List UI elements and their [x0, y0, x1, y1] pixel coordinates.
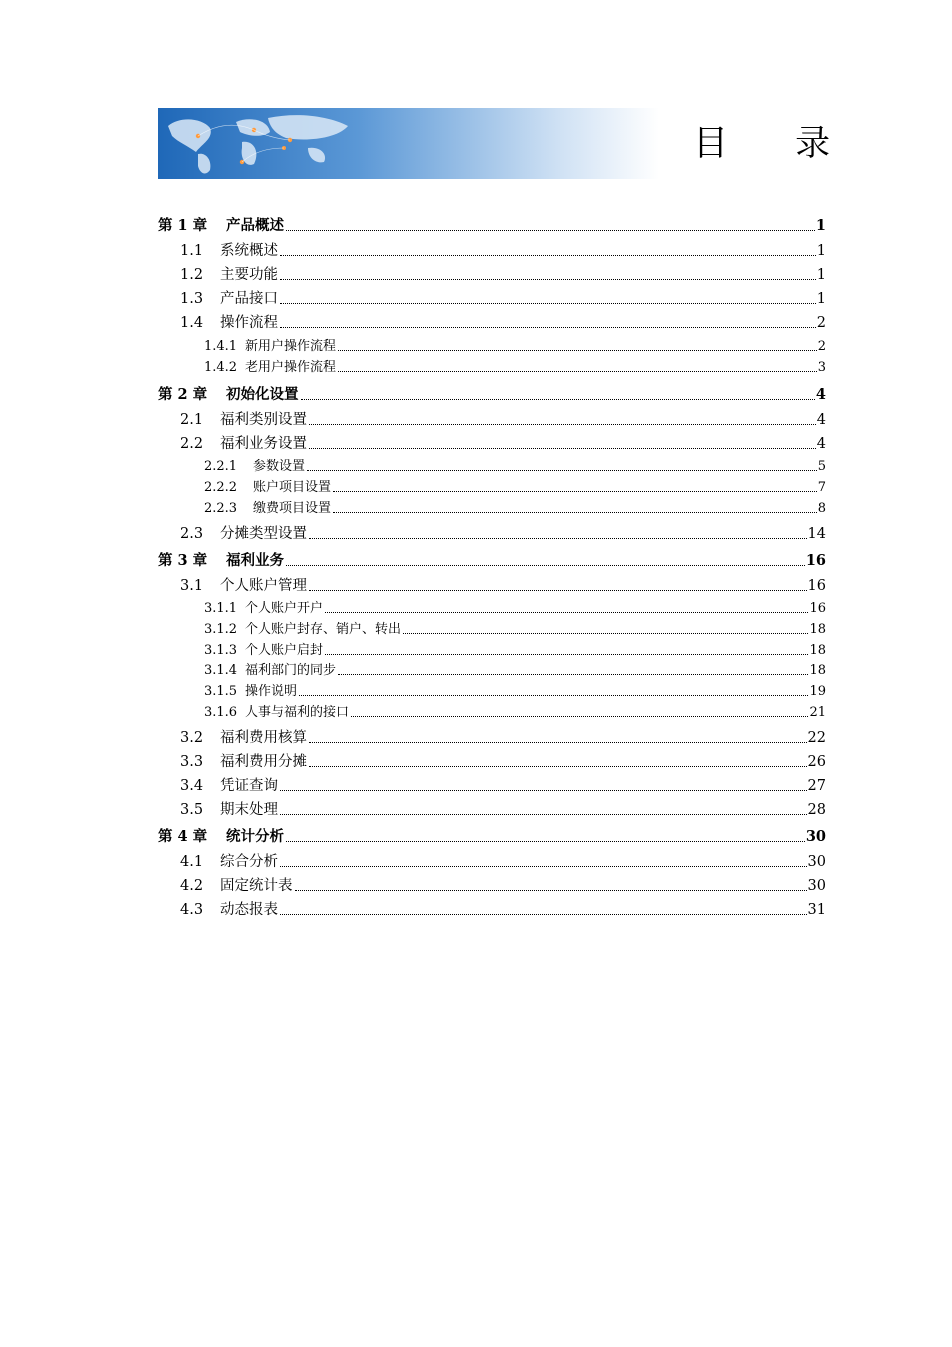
toc-section-entry[interactable] — [158, 853, 826, 871]
toc-entry-label: 操作说明 — [245, 684, 298, 699]
toc-entry-label: 初始化设置 — [226, 386, 299, 403]
toc-page-number: 18 — [809, 663, 826, 678]
toc-dot-leader — [309, 765, 807, 767]
toc-section-entry[interactable] — [158, 777, 826, 795]
toc-entry-number: 1.4 — [180, 315, 204, 331]
toc-chapter-entry[interactable] — [158, 828, 826, 846]
toc-dot-leader — [286, 840, 805, 842]
toc-page-number: 26 — [807, 754, 826, 770]
toc-entry-number: 3.4 — [180, 778, 204, 794]
toc-page-number: 22 — [807, 730, 826, 746]
toc-subsection-entry[interactable] — [158, 705, 826, 721]
toc-section-entry[interactable] — [158, 901, 826, 919]
toc-subsection-entry[interactable] — [158, 360, 826, 376]
toc-page-number: 1 — [815, 217, 826, 234]
toc-page-number: 30 — [805, 828, 826, 845]
toc-entry-number: 2.2 — [180, 436, 204, 452]
toc-section-entry[interactable] — [158, 314, 826, 332]
toc-section-entry[interactable] — [158, 729, 826, 747]
toc-section-entry[interactable] — [158, 525, 826, 543]
toc-dot-leader — [309, 741, 807, 743]
toc-subsection-entry[interactable] — [158, 459, 826, 475]
toc-entry-number: 2.2.3 — [204, 501, 238, 516]
toc-entry-label: 系统概述 — [220, 243, 278, 259]
toc-entry-number: 2.2.1 — [204, 459, 238, 474]
toc-dot-leader — [351, 715, 808, 717]
toc-dot-leader — [309, 447, 816, 449]
toc-page-number: 21 — [809, 705, 826, 720]
toc-entry-label: 固定统计表 — [220, 878, 293, 894]
toc-entry-label: 产品接口 — [220, 291, 278, 307]
toc-entry-number: 1.4.2 — [204, 360, 238, 375]
toc-entry-number: 第 3 章 — [158, 552, 208, 569]
toc-section-entry[interactable] — [158, 411, 826, 429]
toc-entry-label: 期末处理 — [220, 802, 278, 818]
toc-entry-label: 福利部门的同步 — [245, 663, 337, 678]
toc-subsection-entry[interactable] — [158, 480, 826, 496]
toc-entry-number: 第 1 章 — [158, 217, 208, 234]
toc-page-number: 4 — [815, 386, 826, 403]
toc-entry-label: 福利费用分摊 — [220, 754, 307, 770]
toc-entry-number: 3.1.5 — [204, 684, 238, 699]
toc-page-number: 5 — [817, 459, 826, 474]
toc-entry-number: 4.2 — [180, 878, 204, 894]
toc-entry-label: 新用户操作流程 — [245, 339, 337, 354]
toc-page-number: 8 — [817, 501, 826, 516]
toc-entry-number: 1.3 — [180, 291, 204, 307]
toc-page-number: 4 — [816, 412, 826, 428]
toc-entry-label: 个人账户封存、销户、转出 — [245, 622, 402, 637]
toc-subsection-entry[interactable] — [158, 684, 826, 700]
toc-section-entry[interactable] — [158, 753, 826, 771]
toc-entry-label: 参数设置 — [253, 459, 306, 474]
toc-page-number: 31 — [807, 902, 826, 918]
toc-page-number: 16 — [807, 578, 826, 594]
toc-page-number: 28 — [807, 802, 826, 818]
toc-subsection-entry[interactable] — [158, 501, 826, 517]
toc-dot-leader — [333, 490, 817, 492]
toc-dot-leader — [295, 889, 807, 891]
toc-dot-leader — [280, 913, 807, 915]
toc-page-number: 16 — [809, 601, 826, 616]
toc-section-entry[interactable] — [158, 801, 826, 819]
toc-subsection-entry[interactable] — [158, 601, 826, 617]
toc-page-number: 27 — [807, 778, 826, 794]
toc-dot-leader — [338, 370, 817, 372]
toc-entry-label: 福利业务设置 — [220, 436, 307, 452]
toc-dot-leader — [307, 469, 817, 471]
toc-entry-label: 个人账户启封 — [245, 643, 324, 658]
toc-dot-leader — [309, 423, 816, 425]
toc-page-number: 30 — [807, 878, 826, 894]
toc-dot-leader — [325, 611, 808, 613]
toc-dot-leader — [280, 254, 816, 256]
toc-section-entry[interactable] — [158, 577, 826, 595]
toc-dot-leader — [325, 653, 808, 655]
toc-entry-number: 3.1.6 — [204, 705, 238, 720]
toc-page-number: 1 — [816, 243, 826, 259]
toc-entry-number: 第 4 章 — [158, 828, 208, 845]
toc-page-number: 18 — [809, 622, 826, 637]
toc-entry-number: 2.3 — [180, 526, 204, 542]
toc-dot-leader — [280, 326, 816, 328]
toc-entry-label: 凭证查询 — [220, 778, 278, 794]
toc-entry-number: 4.3 — [180, 902, 204, 918]
toc-entry-number: 第 2 章 — [158, 386, 208, 403]
toc-page-number: 2 — [816, 315, 826, 331]
toc-subsection-entry[interactable] — [158, 643, 826, 659]
toc-subsection-entry[interactable] — [158, 339, 826, 355]
toc-page-number: 30 — [807, 854, 826, 870]
toc-entry-label: 统计分析 — [226, 828, 284, 845]
toc-entry-label: 老用户操作流程 — [245, 360, 337, 375]
toc-entry-number: 3.1 — [180, 578, 204, 594]
toc-entry-label: 动态报表 — [220, 902, 278, 918]
toc-page-number: 1 — [816, 267, 826, 283]
toc-section-entry[interactable] — [158, 290, 826, 308]
toc-section-entry[interactable] — [158, 266, 826, 284]
toc-chapter-entry[interactable] — [158, 552, 826, 570]
toc-entry-number: 3.5 — [180, 802, 204, 818]
toc-dot-leader — [338, 673, 808, 675]
toc-entry-label: 主要功能 — [220, 267, 278, 283]
toc-page-number: 3 — [817, 360, 826, 375]
toc-dot-leader — [403, 632, 808, 634]
toc-dot-leader — [286, 229, 815, 231]
toc-entry-number: 3.1.3 — [204, 643, 238, 658]
toc-entry-label: 操作流程 — [220, 315, 278, 331]
toc-dot-leader — [286, 564, 805, 566]
toc-dot-leader — [280, 302, 816, 304]
toc-section-entry[interactable] — [158, 877, 826, 895]
toc-page-number: 14 — [807, 526, 826, 542]
toc-subsection-entry[interactable] — [158, 663, 826, 679]
toc-entry-number: 3.1.2 — [204, 622, 238, 637]
toc-page-number: 4 — [816, 436, 826, 452]
toc-chapter-entry[interactable] — [158, 386, 826, 404]
toc-dot-leader — [280, 789, 807, 791]
toc-entry-label: 产品概述 — [226, 217, 284, 234]
toc-entry-label: 综合分析 — [220, 854, 278, 870]
toc-entry-label: 福利类别设置 — [220, 412, 307, 428]
page-title: 目 录 — [693, 124, 859, 164]
toc-section-entry[interactable] — [158, 242, 826, 260]
toc-subsection-entry[interactable] — [158, 622, 826, 638]
toc-dot-leader — [301, 398, 815, 400]
toc-page-number: 2 — [817, 339, 826, 354]
toc-page-number: 7 — [817, 480, 826, 495]
toc-entry-number: 2.1 — [180, 412, 204, 428]
toc-entry-label: 分摊类型设置 — [220, 526, 307, 542]
toc-page-number: 18 — [809, 643, 826, 658]
toc-dot-leader — [333, 511, 817, 513]
toc-entry-label: 账户项目设置 — [253, 480, 332, 495]
toc-dot-leader — [280, 813, 807, 815]
toc-entry-label: 个人账户管理 — [220, 578, 307, 594]
toc-entry-number: 3.1.1 — [204, 601, 238, 616]
toc-entry-number: 2.2.2 — [204, 480, 238, 495]
toc-entry-number: 4.1 — [180, 854, 204, 870]
toc-entry-label: 人事与福利的接口 — [245, 705, 350, 720]
toc-dot-leader — [309, 537, 807, 539]
toc-entry-label: 福利业务 — [226, 552, 284, 569]
toc-entry-label: 福利费用核算 — [220, 730, 307, 746]
toc-entry-number: 3.1.4 — [204, 663, 238, 678]
toc-dot-leader — [280, 278, 816, 280]
toc-entry-number: 1.1 — [180, 243, 204, 259]
toc-entry-number: 3.3 — [180, 754, 204, 770]
toc-dot-leader — [299, 694, 808, 696]
toc-entry-number: 3.2 — [180, 730, 204, 746]
toc-entry-number: 1.4.1 — [204, 339, 238, 354]
toc-dot-leader — [338, 349, 817, 351]
toc-dot-leader — [309, 589, 807, 591]
toc-section-entry[interactable] — [158, 435, 826, 453]
toc-entry-label: 缴费项目设置 — [253, 501, 332, 516]
toc-page-number: 16 — [805, 552, 826, 569]
toc-page-number: 19 — [809, 684, 826, 699]
toc-entry-number: 1.2 — [180, 267, 204, 283]
toc-chapter-entry[interactable] — [158, 217, 826, 235]
toc-entry-label: 个人账户开户 — [245, 601, 324, 616]
toc-page-number: 1 — [816, 291, 826, 307]
toc-dot-leader — [280, 865, 807, 867]
